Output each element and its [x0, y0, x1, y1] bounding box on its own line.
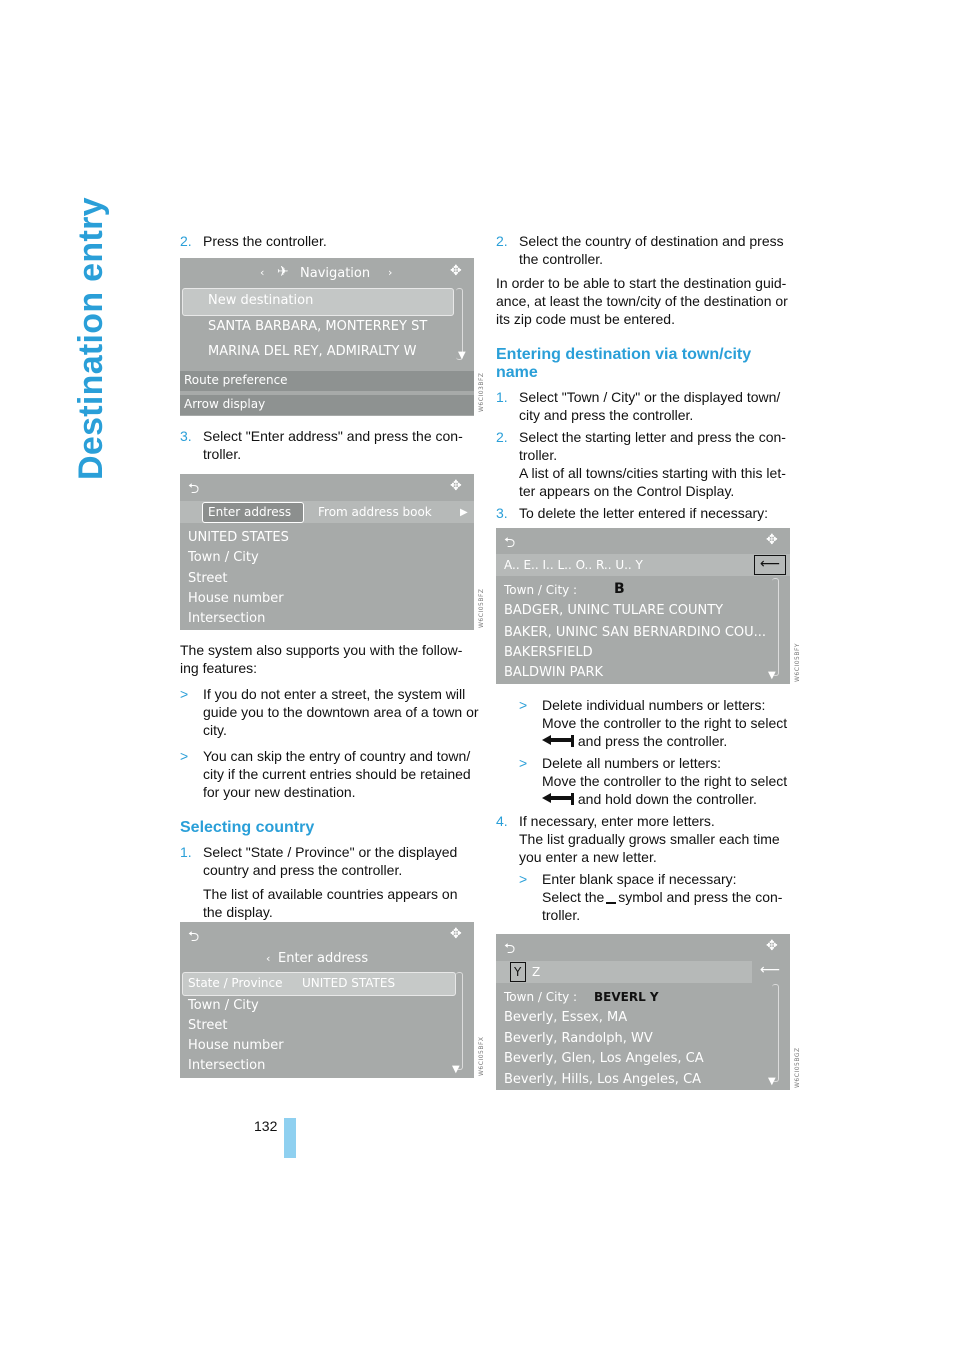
menu-item-recent-1: SANTA BARBARA, MONTERREY ST [208, 319, 428, 334]
menu-item-recent-2: MARINA DEL REY, ADMIRALTY W [208, 344, 417, 359]
item-house-number: House number [188, 591, 284, 606]
controller-icon: ✥ [450, 263, 462, 279]
arrow-left-icon: ‹ [260, 266, 265, 279]
delete-icon: ⟵ [760, 556, 781, 572]
controller-icon: ✥ [450, 926, 462, 942]
town-results-screenshot [496, 934, 790, 1090]
scrollbar [772, 984, 779, 1082]
scroll-down-icon: ▼ [452, 1064, 460, 1075]
left-step2: 2. Press the controller. [180, 233, 327, 249]
section-heading: Entering destination via town/city name [496, 346, 752, 381]
figure-code: W6CI05BFY [794, 642, 801, 682]
screen-header: Navigation [300, 266, 371, 281]
left-step3: 3. Select "Enter address" and press the con- troller. [180, 428, 463, 462]
left-intro: The system also supports you with the follow- ing features: > If you do not enter a street, the system will guide you to the downtown area of a town or city. > You can skip the entry of country and town/ city if the current entries should be retained for your new destination. Selecting country 1. Select "State / Province" or the displayed country and press the controller. The list of available countries appears on the display. [180, 642, 479, 920]
scroll-down-icon: ▼ [768, 1076, 776, 1087]
controller-icon: ✥ [766, 532, 778, 548]
figure-code: W6CI05BGZ [794, 1047, 801, 1088]
satellite-icon: ✈ [277, 264, 289, 280]
tab-address-book: From address book [318, 505, 432, 519]
back-icon: ⮌ [188, 481, 200, 497]
back-icon: ⮌ [504, 535, 516, 551]
figure-code: W6CI05BFX [478, 1036, 485, 1076]
chapter-title: Destination entry [72, 197, 110, 480]
letter-y: Y [514, 965, 522, 979]
item-intersection: Intersection [188, 1058, 266, 1073]
arrow-left-icon: ‹ [266, 952, 271, 965]
scrollbar [456, 972, 463, 1070]
menu-item-route-preference: Route preference [184, 373, 288, 387]
controller-icon: ✥ [766, 938, 778, 954]
scroll-down-icon: ▼ [768, 670, 776, 681]
menu-item-new-destination: New destination [208, 293, 314, 308]
town-label: Town / City : [504, 583, 578, 597]
right-intro: 2. Select the country of destination and press the controller. In order to be able to start the destination guid- ance, at least the town/city of the destination or its zip code must be entered. Entering destination via town/city name 1. Select "Town / City" or the displayed town/ city and press the controller. 2. Select the starting letter and press the con- troller. A list of all towns/cities starting with this let- ter appears on the Control Display. 3. To delete the letter entered if necessary: [496, 232, 796, 522]
item-town: Town / City [188, 550, 259, 565]
bullet-item: > You can skip the entry of country and town/ city if the current entries should be retained for your new destination. [180, 748, 471, 800]
section-heading: Selecting country [180, 819, 315, 836]
town-result: BADGER, UNINC TULARE COUNTY [504, 603, 724, 618]
item-country: UNITED STATES [188, 530, 289, 545]
bullet-item: > Delete all numbers or letters: Move the controller to the right to select and hold down the controller. [519, 755, 788, 807]
back-icon: ⮌ [504, 941, 516, 957]
scroll-down-icon: ▼ [458, 350, 466, 361]
item-street: Street [188, 571, 228, 586]
town-result: Beverly, Hills, Los Angeles, CA [504, 1072, 702, 1087]
nav-menu-screenshot [180, 258, 474, 416]
town-result: Beverly, Essex, MA [504, 1010, 628, 1025]
tab-next-icon: ▶ [460, 507, 468, 518]
item-street: Street [188, 1018, 228, 1033]
page-number: 132 [254, 1118, 278, 1134]
town-result: BAKERSFIELD [504, 645, 593, 660]
delete-icon: ⟵ [760, 962, 781, 978]
backspace-icon [542, 793, 574, 805]
bullet-item: > Delete individual numbers or letters: Move the controller to the right to select and press the controller. [519, 697, 788, 749]
town-label: Town / City : [504, 990, 578, 1004]
town-result: BALDWIN PARK [504, 665, 604, 680]
country-select-screenshot [180, 922, 474, 1078]
town-result: Beverly, Glen, Los Angeles, CA [504, 1051, 704, 1066]
enter-address-screenshot [180, 474, 474, 630]
town-value: B [614, 581, 625, 597]
right-instructions: > Delete individual numbers or letters: Move the controller to the right to select and press the controller. > Delete all numbers or letters: Move the controller to the right to select and hold down the controller. 4. If necessary, enter more letters. The list gradually grows smaller each time you enter a new letter. > Enter blank space if necessary: Select the symbol and press the con- troller. [496, 696, 796, 924]
scrollbar [772, 578, 779, 676]
back-icon: ⮌ [188, 929, 200, 945]
figure-code: W6CI05BFZ [478, 588, 485, 628]
menu-item-arrow-display: Arrow display [184, 397, 266, 411]
item-town: Town / City [188, 998, 259, 1013]
screen-header: Enter address [278, 951, 369, 966]
letter-z: Z [532, 965, 541, 979]
selected-country: UNITED STATES [302, 976, 396, 990]
town-result: BAKER, UNINC SAN BERNARDINO COU... [504, 625, 767, 640]
town-result: Beverly, Randolph, WV [504, 1031, 653, 1046]
backspace-icon [542, 735, 574, 747]
bullet-item: > If you do not enter a street, the system will guide you to the downtown area of a town or city. [180, 686, 479, 738]
arrow-right-icon: › [388, 266, 393, 279]
page-marker [284, 1118, 296, 1158]
item-intersection: Intersection [188, 611, 266, 626]
blank-space-icon [606, 892, 616, 904]
item-house-number: House number [188, 1038, 284, 1053]
figure-code: W6CI03BFZ [478, 372, 485, 412]
bullet-item: > Enter blank space if necessary: Select the symbol and press the con- troller. [519, 871, 783, 923]
tab-enter-address: Enter address [208, 505, 292, 519]
town-value: BEVERL Y [594, 990, 659, 1004]
item-state-province: State / Province [188, 976, 283, 990]
town-letter-screenshot [496, 528, 790, 684]
letter-selector: A.. E.. I.. L.. O.. R.. U.. Y [504, 558, 643, 572]
controller-icon: ✥ [450, 478, 462, 494]
